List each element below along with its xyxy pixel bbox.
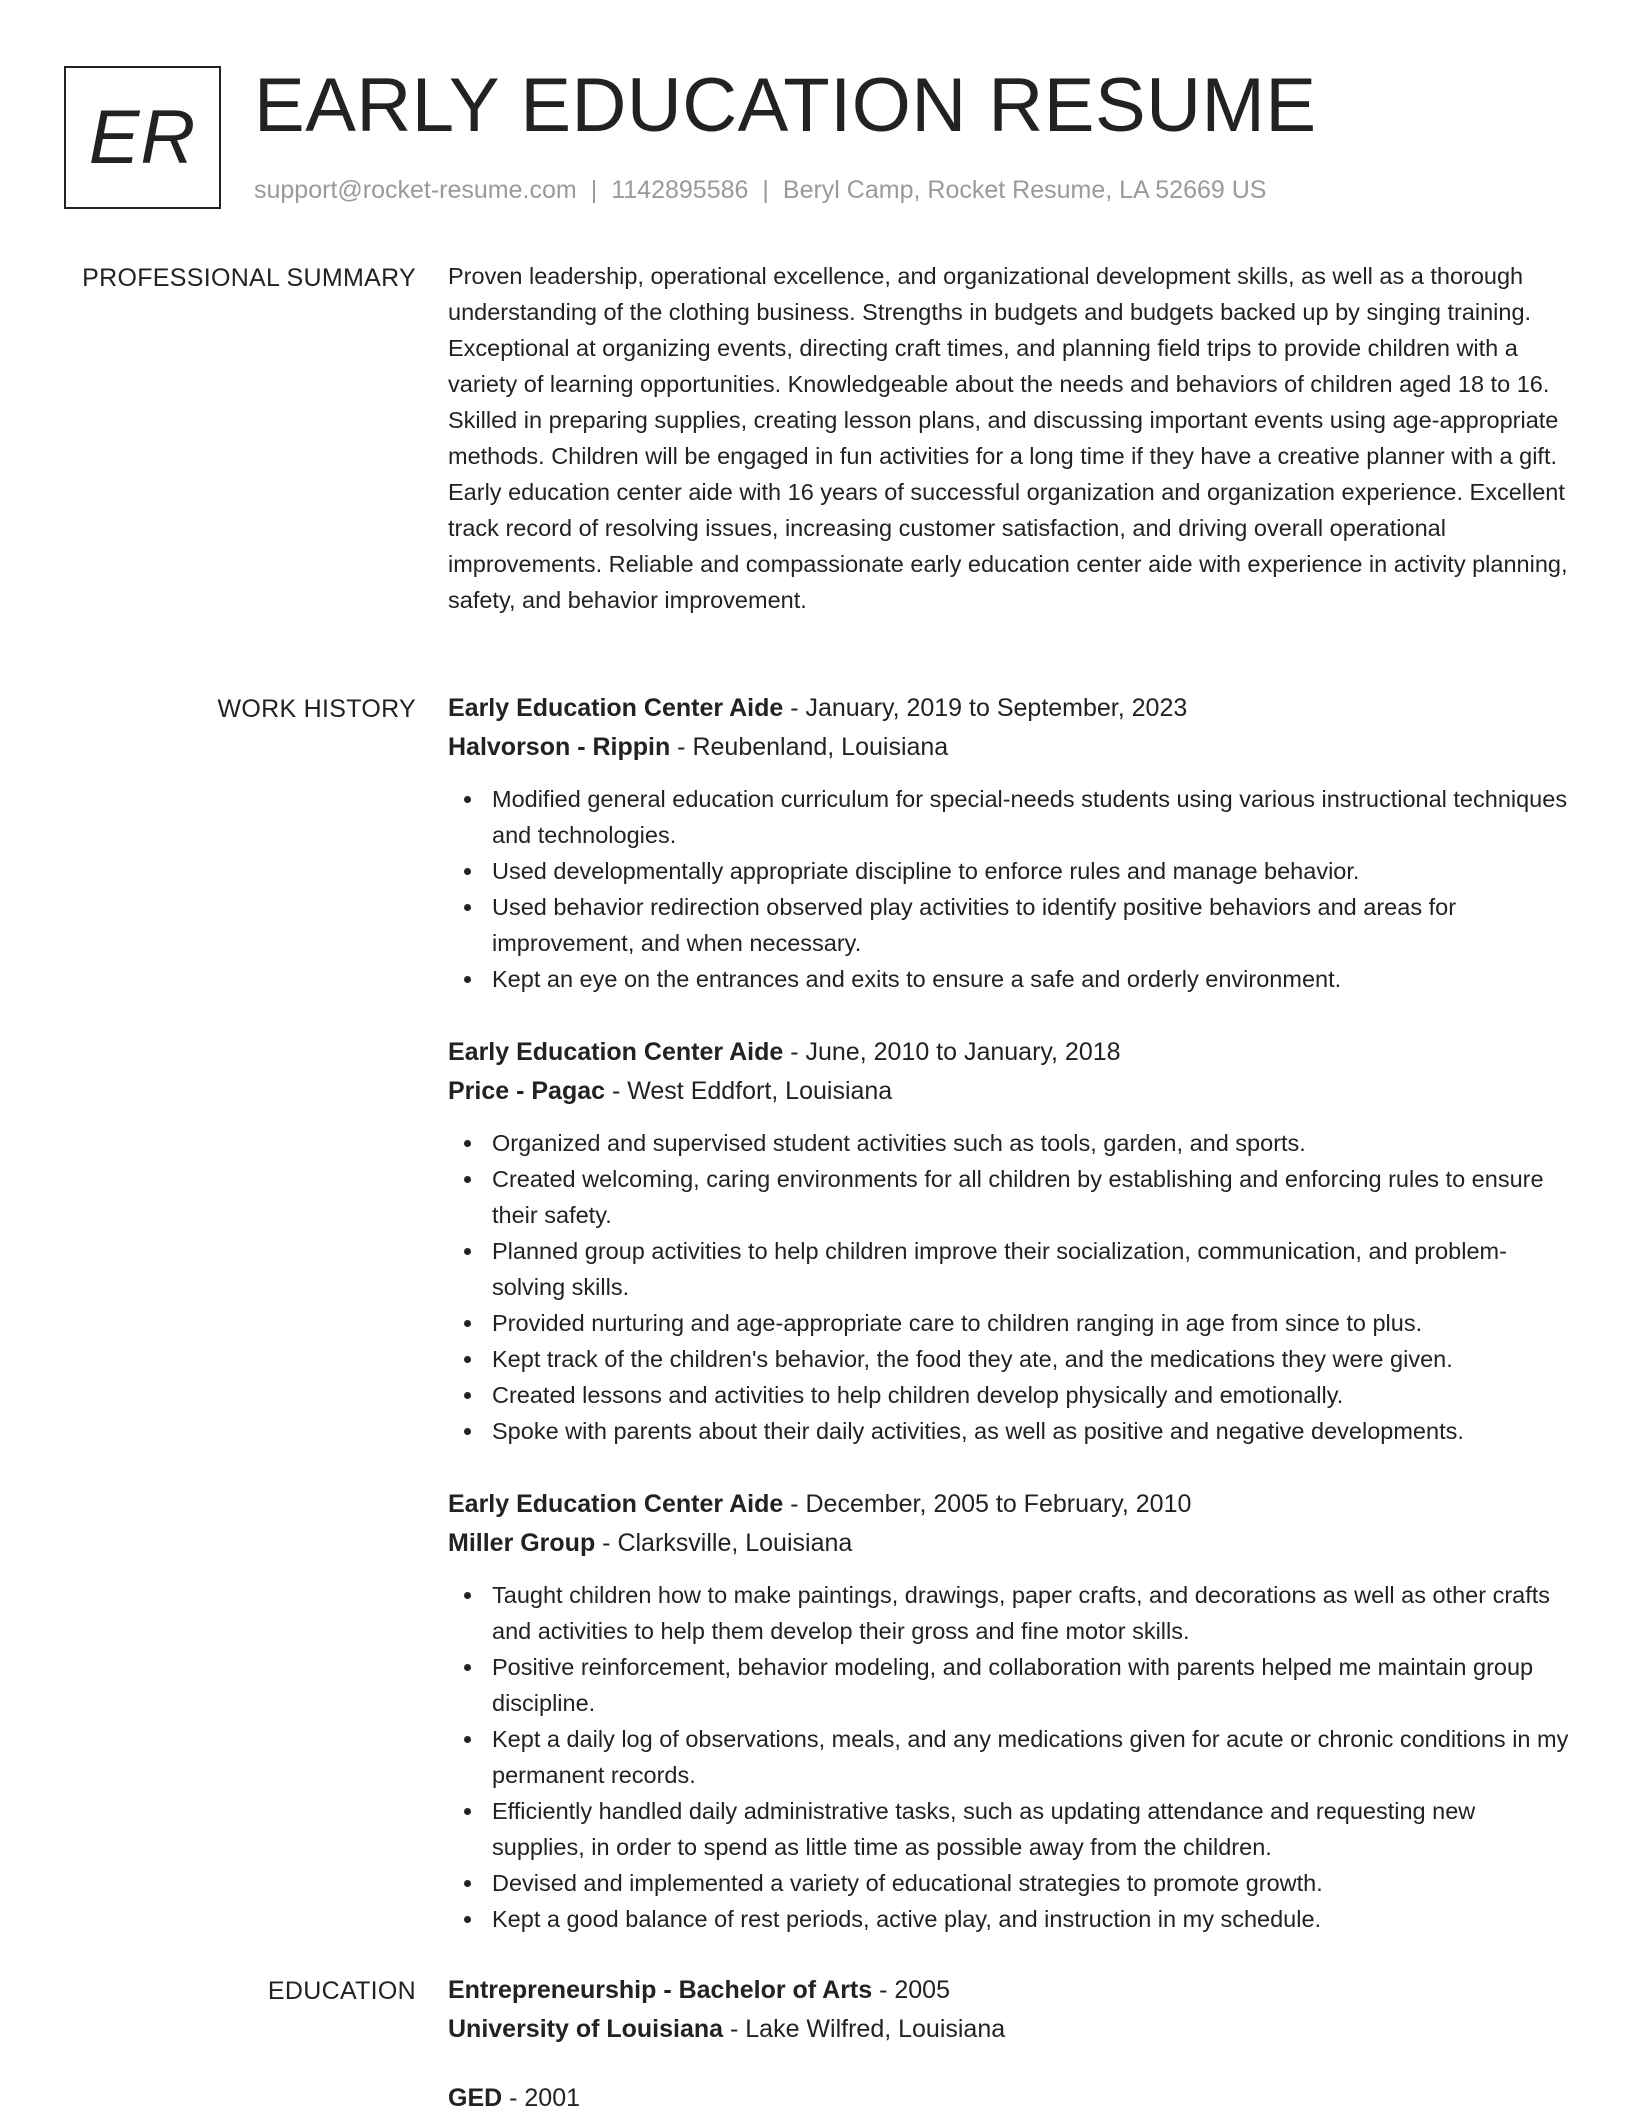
education-degree-line (448, 1971, 1570, 2010)
job-title: Early Education Center Aide (448, 694, 784, 722)
job-company-line (448, 728, 1570, 767)
job-bullet: Provided nurturing and age-appropriate care to children ranging in age from since to plus. (448, 1305, 1570, 1341)
job-company: Halvorson - Rippin (448, 733, 671, 761)
resume-title: EARLY EDUCATION RESUME (254, 63, 1317, 148)
job-company-line (448, 1524, 1570, 1563)
job-entry (448, 689, 1570, 997)
summary-body (448, 258, 1570, 618)
job-bullet: Positive reinforcement, behavior modeling, and collaboration with parents helped me maintain group discipline. (448, 1649, 1570, 1721)
section-label-summary: PROFESSIONAL SUMMARY (82, 264, 416, 292)
education-school: University of Louisiana (448, 2015, 724, 2043)
education-degree-line (448, 2079, 1570, 2112)
job-bullet: Planned group activities to help children improve their socialization, communication, and problem-solving skills. (448, 1233, 1570, 1305)
education-location: - Lake Wilfred, Louisiana (723, 2015, 1006, 2043)
job-bullets (448, 1125, 1570, 1449)
job-bullet: Kept track of the children's behavior, the food they ate, and the medications they were given. (448, 1341, 1570, 1377)
resume-header (64, 63, 1564, 210)
work-history-body (448, 689, 1570, 1973)
job-bullets (448, 781, 1570, 997)
education-year: - 2001 (502, 2084, 581, 2112)
job-bullet: Used developmentally appropriate discipline to enforce rules and manage behavior. (448, 853, 1570, 889)
contact-address: Beryl Camp, Rocket Resume, LA 52669 US (782, 176, 1267, 204)
contact-email: support@rocket-resume.com (254, 176, 577, 204)
job-bullet: Spoke with parents about their daily activities, as well as positive and negative developments. (448, 1413, 1570, 1449)
job-bullet: Kept an eye on the entrances and exits to ensure a safe and orderly environment. (448, 961, 1570, 997)
contact-separator: | (590, 176, 598, 204)
job-company: Price - Pagac (448, 1077, 606, 1105)
job-bullet: Organized and supervised student activities such as tools, garden, and sports. (448, 1125, 1570, 1161)
section-label-work-history: WORK HISTORY (217, 695, 416, 723)
job-location: - West Eddfort, Louisiana (605, 1077, 893, 1105)
job-title-line (448, 1033, 1570, 1072)
job-bullet: Efficiently handled daily administrative tasks, such as updating attendance and requesting new supplies, in order to spend as little time as possible away from the children. (448, 1793, 1570, 1865)
job-bullet: Taught children how to make paintings, drawings, paper crafts, and decorations as well as other crafts and activities to help them develop their gross and fine motor skills. (448, 1577, 1570, 1649)
job-bullet: Created welcoming, caring environments for all children by establishing and enforcing rules to ensure their safety. (448, 1161, 1570, 1233)
job-dates: - June, 2010 to January, 2018 (783, 1038, 1121, 1066)
section-label-education: EDUCATION (267, 1977, 416, 2005)
job-title: Early Education Center Aide (448, 1490, 784, 1518)
job-company-line (448, 1072, 1570, 1111)
job-location: - Reubenland, Louisiana (670, 733, 949, 761)
job-entry (448, 1485, 1570, 1937)
education-degree: Entrepreneurship - Bachelor of Arts (448, 1976, 873, 2004)
job-title-line (448, 689, 1570, 728)
job-bullets (448, 1577, 1570, 1937)
monogram-logo: ER (64, 66, 221, 209)
job-bullet: Devised and implemented a variety of educational strategies to promote growth. (448, 1865, 1570, 1901)
job-bullet: Created lessons and activities to help children develop physically and emotionally. (448, 1377, 1570, 1413)
job-bullet: Kept a good balance of rest periods, active play, and instruction in my schedule. (448, 1901, 1570, 1937)
job-dates: - January, 2019 to September, 2023 (783, 694, 1188, 722)
job-location: - Clarksville, Louisiana (595, 1529, 853, 1557)
education-degree: GED (448, 2084, 503, 2112)
education-entry (448, 2079, 1570, 2112)
job-company: Miller Group (448, 1529, 596, 1557)
summary-text: Proven leadership, operational excellence, and organizational development skills, as well as a thorough understanding of the clothing business. Strengths in budgets and budgets backed up by singing training. Exceptional at organizing events, directing craft times, and planning field trips to provide children with a variety of learning opportunities. Knowledgeable about the needs and behaviors of children aged 18 to 16. Skilled in preparing supplies, creating lesson plans, and discussing important events using age-appropriate methods. Children will be engaged in fun activities for a long time if they have a creative planner with a gift. Early education center aide with 16 years of successful organization and organization experience. Excellent track record of resolving issues, increasing customer satisfaction, and driving overall operational improvements. Reliable and compassionate early education center aide with experience in activity planning, safety, and behavior improvement. (448, 263, 1568, 613)
contact-phone: 1142895586 (611, 176, 749, 204)
job-entry (448, 1033, 1570, 1449)
education-year: - 2005 (872, 1976, 950, 2004)
job-bullet: Modified general education curriculum for special-needs students using various instructional techniques and technologies. (448, 781, 1570, 853)
job-dates: - December, 2005 to February, 2010 (783, 1490, 1192, 1518)
contact-separator: | (762, 176, 769, 204)
job-title: Early Education Center Aide (448, 1038, 784, 1066)
job-bullet: Kept a daily log of observations, meals, and any medications given for acute or chronic conditions in my permanent records. (448, 1721, 1570, 1793)
job-title-line (448, 1485, 1570, 1524)
job-bullet: Used behavior redirection observed play activities to identify positive behaviors and areas for improvement, and when necessary. (448, 889, 1570, 961)
education-body (448, 1971, 1570, 2112)
education-school-line (448, 2010, 1570, 2049)
education-entry (448, 1971, 1570, 2049)
contact-line (254, 174, 1266, 207)
